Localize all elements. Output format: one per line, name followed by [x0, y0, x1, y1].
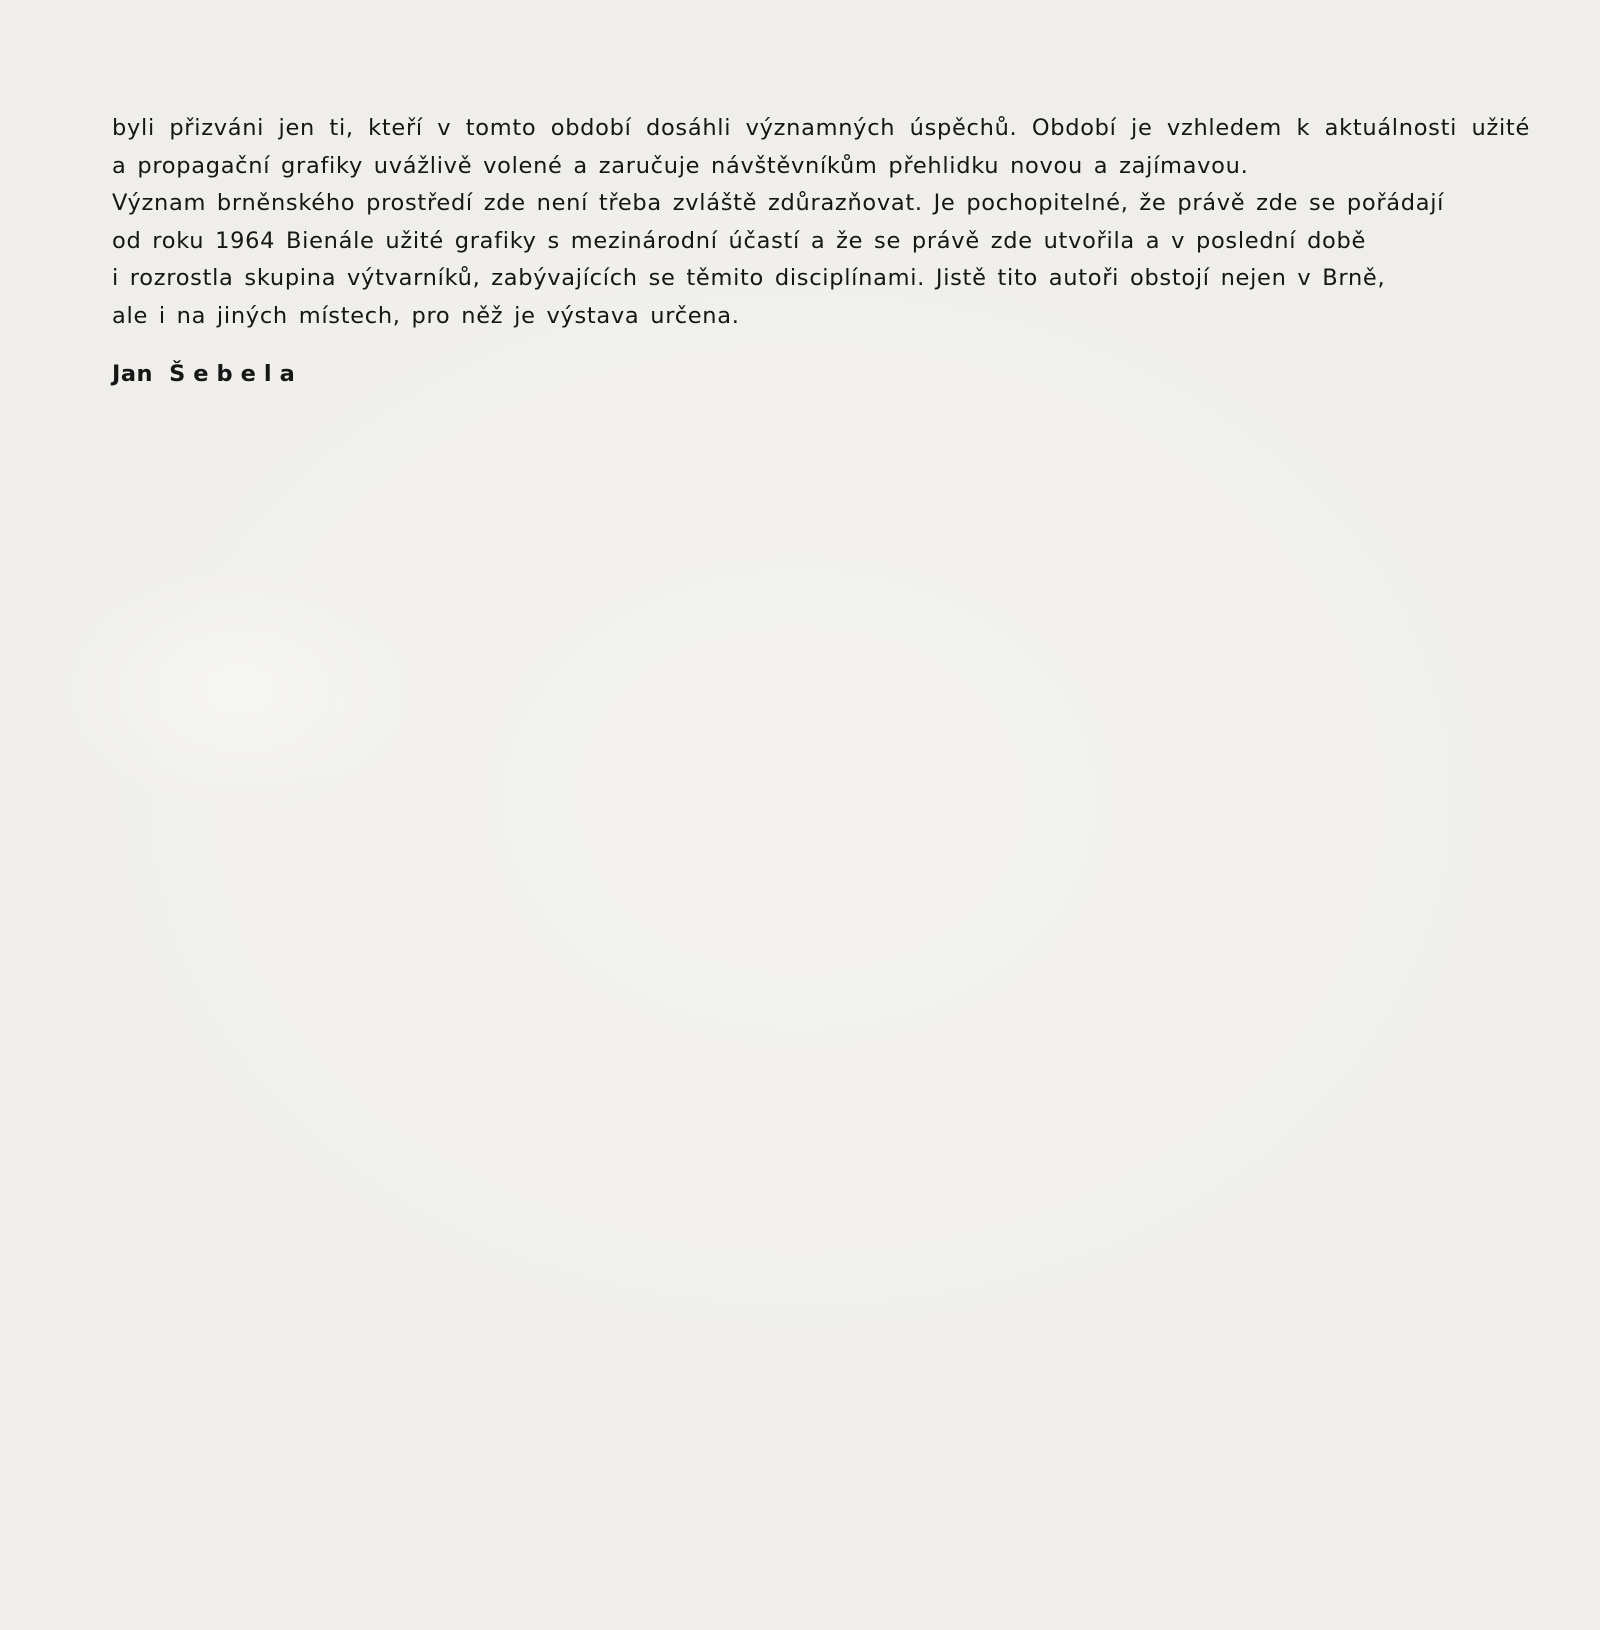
author-signature [112, 357, 303, 391]
text-line-6: ale i na jiných místech, pro něž je výstava určena. [112, 302, 740, 329]
body-text [112, 110, 1532, 335]
author-last-name: Šebela [169, 361, 303, 387]
text-line-1: byli přizváni jen ti, kteří v tomto období dosáhli významných úspěchů. Období je vzhledem k aktuálnosti užité [112, 115, 1530, 141]
text-line-5: i rozrostla skupina výtvarníků, zabývajících se těmito disciplínami. Jistě tito autoři obstojí nejen v Brně, [112, 265, 1386, 291]
text-line-2: a propagační grafiky uvážlivě volené a zaručuje návštěvníkům přehlidku novou a zajímavou. [112, 152, 1249, 179]
text-line-4: od roku 1964 Bienále užité grafiky s mezinárodní účastí a že se právě zde utvořila a v poslední době [112, 227, 1367, 254]
text-line-3: Význam brněnského prostředí zde není třeba zvláště zdůrazňovat. Je pochopitelné, že právě zde se pořádají [112, 190, 1445, 216]
author-first-name: Jan [112, 361, 154, 387]
